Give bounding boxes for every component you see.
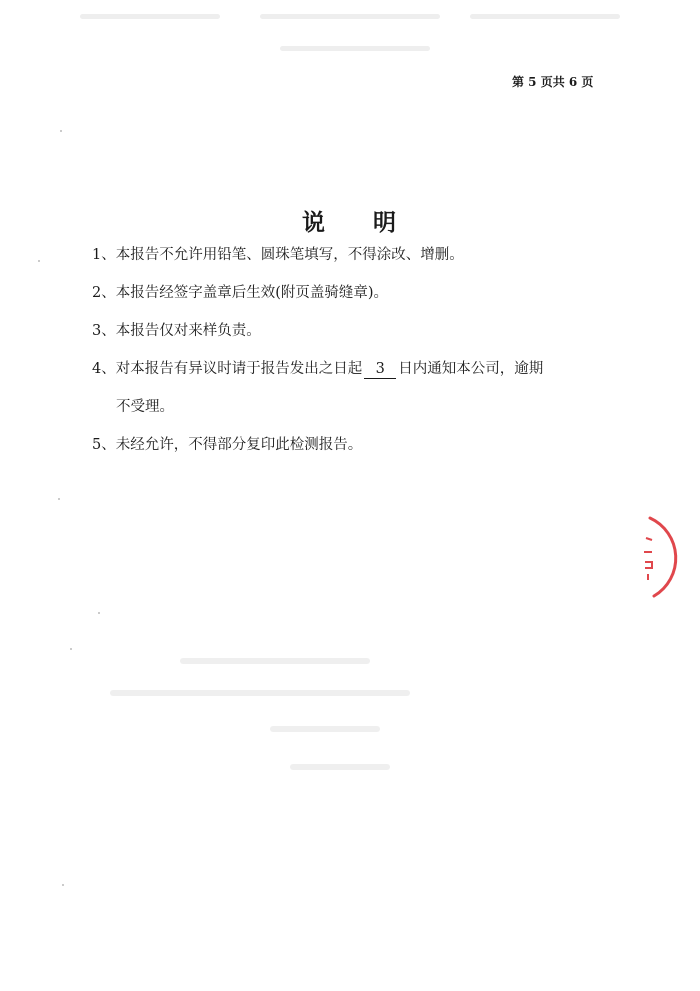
item-text-after: 日内通知本公司，逾期 <box>398 361 544 377</box>
item-text-before: 对本报告有异议时请于报告发出之日起 <box>115 361 363 377</box>
item-text: 本报告不允许用铅笔、圆珠笔填写，不得涂改、增删。 <box>115 247 464 263</box>
item-number: 5、 <box>92 437 116 453</box>
list-item <box>92 356 632 394</box>
item-text: 本报告经签字盖章后生效(附页盖骑缝章)。 <box>115 285 389 301</box>
seal-marks <box>644 538 652 580</box>
notes-list <box>92 242 632 470</box>
page-title <box>0 204 700 237</box>
list-item-continuation <box>92 394 632 432</box>
title-char-2: 明 <box>373 209 398 236</box>
item-text: 未经允许，不得部分复印此检测报告。 <box>115 437 363 453</box>
page-number: 第 5 页共 6 页 <box>512 75 594 89</box>
item-number: 4、 <box>92 361 116 377</box>
list-item <box>92 242 632 280</box>
days-blank: 3 <box>364 360 396 379</box>
list-item <box>92 432 632 470</box>
item-text: 本报告仅对来样负责。 <box>115 323 261 339</box>
item-number: 3、 <box>92 323 116 339</box>
title-char-1: 说 <box>302 209 327 236</box>
list-item <box>92 318 632 356</box>
seal-arc <box>650 518 676 596</box>
item-number: 2、 <box>92 285 116 301</box>
item-continuation-text: 不受理。 <box>116 399 174 415</box>
list-item <box>92 280 632 318</box>
seal-stamp-icon <box>640 512 700 600</box>
item-number: 1、 <box>92 247 116 263</box>
